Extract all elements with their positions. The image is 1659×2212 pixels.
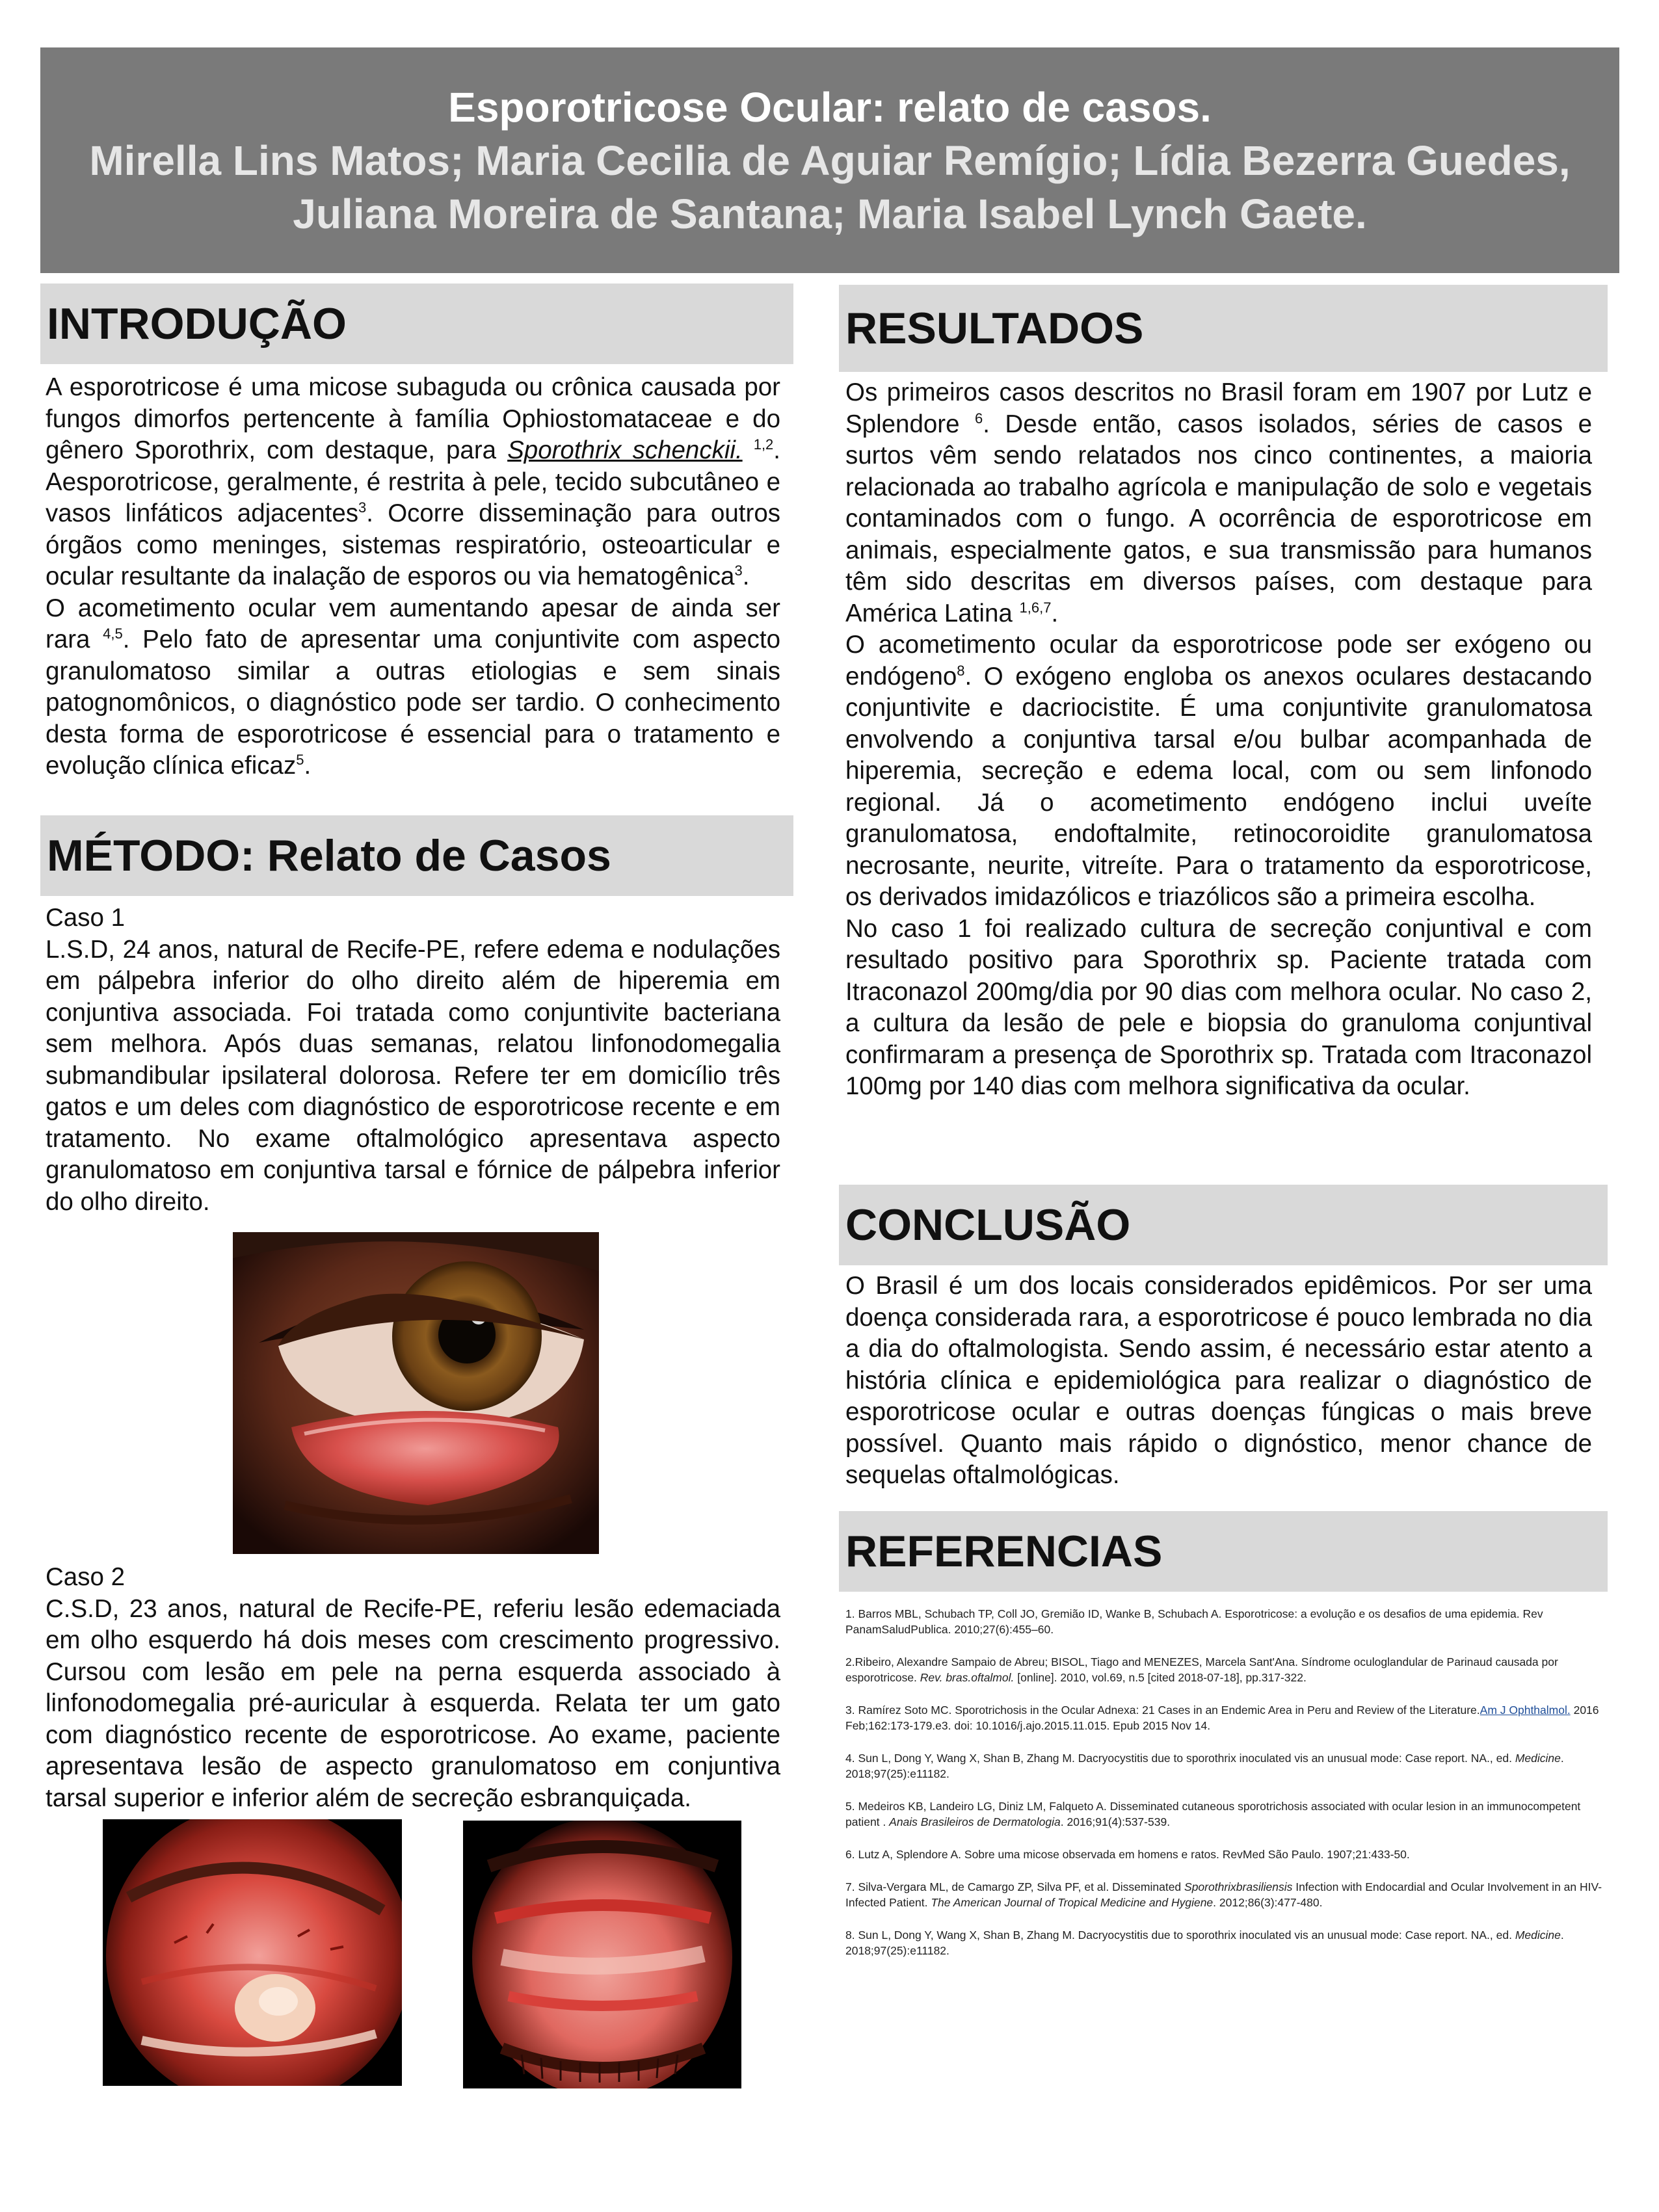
intro-paragraph-2: O acometimento ocular vem aumentando apesar de ainda ser rara $^{4,5}$. Pelo fato de apresentar uma conjuntivite com aspecto granulomatoso similar a outras etiologias e sem sinais patognomônicos, o diagnóstico pode ser tardio. O conhecimento desta forma de esporotricose é essencial para o tratamento e evolução clínica eficaz$^5$.: [46, 594, 780, 780]
intro-body: [46, 372, 780, 782]
results-paragraph-2: O acometimento ocular da esporotricose pode ser exógeno ou endógeno$^8$. O exógeno engloba os anexos oculares destacando conjuntivite e dacriocistite. É uma conjuntivite granulomatosa envolvendo a conjuntiva tarsal e/ou bulbar acompanhada de hiperemia, secreção e edema local, com ou sem linfonodo regional. Já o acometimento endógeno inclui uveíte granulomatosa, endoftalmite, retinocoroidite granulomatosa necrosante, neurite, vitreíte. Para o tratamento da esporotricose, os derivados imidazólicos e triazólicos são a primeira escolha.: [845, 631, 1592, 911]
intro-paragraph-1: A esporotricose é uma micose subaguda ou crônica causada por fungos dimorfos pertencente à família Ophiostomataceae e do gênero Sporothrix, com destaque, para Sporothrix schenckii. $^{1,2}$. Aesporotricose, geralmente, é restrita à pele, tecido subcutâneo e vasos linfáticos adjacentes$^3$. Ocorre disseminação para outros órgãos como meninges, sistemas respiratório, osteoarticular e ocular resultante da inalação de esporos ou via hematogênica$^3$.: [46, 373, 780, 590]
reference-5: 5. Medeiros KB, Landeiro LG, Diniz LM, Falqueto A. Disseminated cutaneous sporotrichosis associated with ocular lesion in an immunocompetent patient . Anais Brasileiros de Dermatologia. 2016;91(4):537-539.: [845, 1800, 1581, 1828]
reference-6: 6. Lutz A, Splendore A. Sobre uma micose observada em homens e ratos. RevMed São Paulo. 1907;21:433-50.: [845, 1848, 1410, 1861]
case2-photo-1: [103, 1819, 402, 2086]
species-name: Sporothrix schenckii.: [507, 436, 743, 464]
case1-text: L.S.D, 24 anos, natural de Recife-PE, refere edema e nodulações em pálpebra inferior do olho direito além de hiperemia em conjuntiva associada. Foi tratada como conjuntivite bacteriana sem melhora. Após duas semanas, relatou linfonodomegalia submandibular ipsilateral dolorosa. Refere ter em domicílio três gatos e um deles com diagnóstico de esporotricose recente e em tratamento. No exame oftalmológico apresentava aspecto granulomatoso em conjuntiva tarsal e fórnice de pálpebra inferior do olho direito.: [46, 935, 780, 1216]
authors-line-1: Mirella Lins Matos; Maria Cecilia de Aguiar Remígio; Lídia Bezerra Guedes,: [89, 137, 1571, 184]
results-paragraph-1: Os primeiros casos descritos no Brasil foram em 1907 por Lutz e Splendore $^6$. Desde então, casos isolados, séries de casos e surtos vêm sendo relatados nos cinco continentes, a maioria relacionada ao trabalho agrícola e manipulação de solo e vegetais contaminados com o fungo. A ocorrência de esporotricose em animais, especialmente gatos, e sua transmissão para humanos têm sido descritas em diversos países, com destaque para América Latina $^{1,6,7}$.: [845, 378, 1592, 627]
case1-block: [46, 902, 780, 1218]
reference-8: 8. Sun L, Dong Y, Wang X, Shan B, Zhang M. Dacryocystitis due to sporothrix inoculated vis an unusual mode: Case report. NA., ed. Medicine. 2018;97(25):e11182.: [845, 1929, 1564, 1957]
reference-7: 7. Silva-Vergara ML, de Camargo ZP, Silva PF, et al. Disseminated Sporothrixbrasiliensis Infection with Endocardial and Ocular Involvement in an HIV-Infected Patient. The American Journal of Tropical Medicine and Hygiene. 2012;86(3):477-480.: [845, 1880, 1602, 1909]
case2-text: C.S.D, 23 anos, natural de Recife-PE, referiu lesão edemaciada em olho esquerdo há dois meses com crescimento progressivo. Cursou com lesão em pele na perna esquerda associado à linfonodomegalia pré-auricular à esquerda. Relata ter um gato com diagnóstico recente de esporotricose. Ao exame, paciente apresentava lesão de aspecto granulomatoso em conjuntiva tarsal superior e inferior além de secreção esbranquiçada.: [46, 1594, 780, 1812]
reference-4: 4. Sun L, Dong Y, Wang X, Shan B, Zhang M. Dacryocystitis due to sporothrix inoculated vis an unusual mode: Case report. NA., ed. Medicine. 2018;97(25):e11182.: [845, 1752, 1564, 1780]
reference-2: 2.Ribeiro, Alexandre Sampaio de Abreu; BISOL, Tiago and MENEZES, Marcela Sant'Ana. Síndrome oculoglandular de Parinaud causada por esporotricose. Rev. bras.oftalmol. [online]. 2010, vol.69, n.5 [cited 2018-07-18], pp.317-322.: [845, 1655, 1558, 1684]
case1-eye-illustration: [233, 1232, 599, 1554]
authors-line-2: Juliana Moreira de Santana; Maria Isabel Lynch Gaete.: [293, 190, 1367, 237]
conclusion-body: [845, 1271, 1592, 1492]
intro-heading: INTRODUÇÃO: [40, 283, 793, 364]
results-body: [845, 377, 1592, 1103]
references-heading: REFERENCIAS: [839, 1511, 1608, 1592]
case2-label: Caso 2: [46, 1563, 125, 1591]
case2-block: [46, 1562, 780, 1814]
poster-title: Esporotricose Ocular: relato de casos.: [448, 83, 1212, 131]
case2-conjunctiva-illustration-1: [103, 1819, 402, 2086]
case1-eye-photo: [233, 1232, 599, 1554]
references-list: [845, 1606, 1608, 1975]
method-heading: MÉTODO: Relato de Casos: [40, 815, 793, 896]
poster-title-banner: [40, 47, 1619, 273]
results-paragraph-3: No caso 1 foi realizado cultura de secreção conjuntival e com resultado positivo para Sporothrix sp. Paciente tratada com Itraconazol 200mg/dia por 90 dias com melhora ocular. No caso 2, a cultura da lesão de pele e biopsia do granuloma conjuntival confirmaram a presença de Sporothrix sp. Tratada com Itraconazol 100mg por 140 dias com melhora significativa da ocular.: [845, 914, 1592, 1100]
conclusion-heading: CONCLUSÃO: [839, 1185, 1608, 1265]
case2-conjunctiva-illustration-2: [463, 1821, 741, 2088]
reference-3: 3. Ramírez Soto MC. Sporotrichosis in the Ocular Adnexa: 21 Cases in an Endemic Area in Peru and Review of the Literature.Am J Ophthalmol. 2016 Feb;162:173-179.e3. doi: 10.1016/j.ajo.2015.11.015. Epub 2015 Nov 14.: [845, 1704, 1599, 1732]
reference-3-link[interactable]: Am J Ophthalmol.: [1480, 1704, 1571, 1717]
case2-photo-2: [463, 1821, 741, 2088]
conclusion-text: O Brasil é um dos locais considerados epidêmicos. Por ser uma doença considerada rara, a esporotricose é pouco lembrada no dia a dia do oftalmologista. Sendo assim, é necessário estar atento a história clínica e epidemiológica para realizar o diagnóstico de esporotricose ocular e outras doenças fúngicas o mais breve possível. Quanto mais rápido o dignóstico, menor chance de sequelas oftalmológicas.: [845, 1272, 1592, 1489]
reference-1: 1. Barros MBL, Schubach TP, Coll JO, Gremião ID, Wanke B, Schubach A. Esporotricose: a evolução e os desafios de uma epidemia. Rev PanamSaludPublica. 2010;27(6):455–60.: [845, 1607, 1543, 1636]
case1-label: Caso 1: [46, 904, 125, 932]
results-heading: RESULTADOS: [839, 285, 1608, 372]
